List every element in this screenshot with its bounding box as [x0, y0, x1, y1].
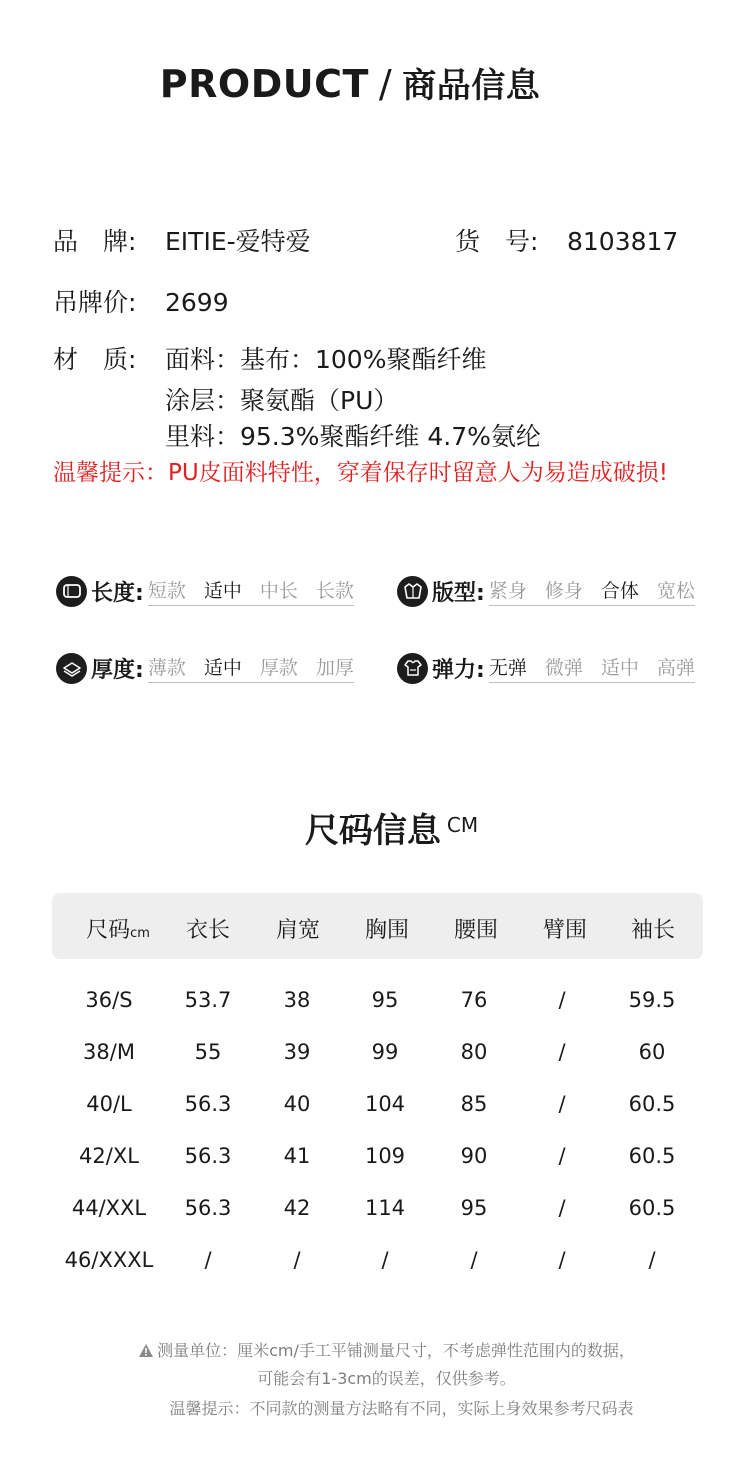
elasticity-label: 弹力: — [432, 657, 485, 683]
size-table-header — [52, 893, 703, 959]
measure-cell: 60 — [638, 1040, 666, 1064]
measure-cell: 41 — [283, 1144, 311, 1168]
thickness-option-selected: 适中 — [203, 657, 242, 679]
sku-label: 货 号: — [455, 227, 539, 256]
measure-cell: 59.5 — [628, 988, 676, 1012]
sku-value: 8103817 — [567, 227, 679, 256]
table-row — [0, 1092, 750, 1122]
length-option: 长款 — [315, 580, 354, 602]
attr-thickness — [56, 651, 354, 685]
thickness-option: 薄款 — [147, 657, 186, 679]
elasticity-option: 微弹 — [544, 657, 583, 679]
measure-cell: / — [381, 1248, 389, 1272]
elasticity-option: 适中 — [600, 657, 639, 679]
material-line-3: 里料：95.3%聚酯纤维 4.7%氨纶 — [165, 422, 541, 451]
measure-cell: / — [558, 1040, 566, 1064]
brand-value: EITIE-爱特爱 — [165, 227, 311, 256]
measure-cell: 56.3 — [184, 1092, 232, 1116]
measure-cell: 114 — [364, 1196, 406, 1220]
thickness-label: 厚度: — [91, 657, 144, 683]
size-cell: 36/S — [85, 988, 133, 1012]
sku-row — [455, 224, 678, 260]
measure-cell: / — [204, 1248, 212, 1272]
measure-cell: 80 — [460, 1040, 488, 1064]
length-label: 长度: — [91, 580, 144, 606]
size-cell: 40/L — [86, 1092, 132, 1116]
measure-cell: 40 — [283, 1092, 311, 1116]
measure-cell: / — [558, 988, 566, 1012]
fit-icon — [397, 576, 428, 607]
measure-cell: 90 — [460, 1144, 488, 1168]
elasticity-option-selected: 无弹 — [488, 657, 527, 679]
fit-option: 宽松 — [656, 580, 695, 602]
measure-cell: / — [558, 1196, 566, 1220]
size-cell: 42/XL — [79, 1144, 139, 1168]
elasticity-options — [489, 653, 695, 683]
header-cell: 胸围 — [364, 918, 409, 943]
price-row — [53, 285, 229, 321]
measure-cell: 42 — [283, 1196, 311, 1220]
measure-cell: / — [558, 1248, 566, 1272]
attr-fit — [397, 574, 695, 608]
attr-elasticity — [397, 651, 695, 685]
measure-cell: / — [470, 1248, 478, 1272]
measure-note-1 — [0, 1338, 750, 1362]
material-row — [53, 342, 486, 378]
title-en: PRODUCT — [159, 62, 369, 106]
size-cell: 46/XXXL — [64, 1248, 154, 1272]
table-row — [0, 1196, 750, 1226]
fit-label: 版型: — [432, 580, 485, 606]
brand-row — [53, 224, 311, 260]
measure-cell: 55 — [194, 1040, 222, 1064]
header-cell: 衣长 — [185, 918, 230, 943]
title-slash: / — [378, 62, 393, 106]
length-icon — [56, 576, 87, 607]
measure-cell: 60.5 — [628, 1092, 676, 1116]
size-cell: 44/XXL — [71, 1196, 147, 1220]
table-row — [0, 1040, 750, 1070]
attr-length — [56, 574, 354, 608]
header-cell: 臂围 — [542, 918, 587, 943]
care-warning: 温馨提示：PU皮面料特性，穿着保存时留意人为易造成破损! — [53, 460, 668, 486]
measure-cell: 76 — [460, 988, 488, 1012]
price-label: 吊牌价: — [53, 288, 137, 317]
brand-label: 品 牌: — [53, 227, 137, 256]
thickness-option: 加厚 — [315, 657, 354, 679]
fit-options — [489, 576, 695, 606]
note-line-3: 温馨提示：不同款的测量方法略有不同，实际上身效果参考尺码表 — [169, 1399, 634, 1418]
measure-cell: 53.7 — [184, 988, 232, 1012]
size-title-text: 尺码信息 — [304, 811, 441, 851]
measure-cell: / — [558, 1092, 566, 1116]
length-option: 短款 — [147, 580, 186, 602]
thickness-option: 厚款 — [259, 657, 298, 679]
length-options — [148, 576, 354, 606]
note-line-2: 可能会有1-3cm的误差，仅供参考。 — [257, 1369, 516, 1388]
measure-cell: 99 — [371, 1040, 399, 1064]
material-line-1: 面料：基布：100%聚酯纤维 — [165, 345, 487, 374]
header-cell: 肩宽 — [275, 918, 320, 943]
table-row — [0, 1248, 750, 1278]
header-cell: 腰围 — [453, 918, 498, 943]
elasticity-icon — [397, 653, 428, 684]
header-unit: cm — [130, 926, 150, 941]
price-value: 2699 — [165, 288, 229, 317]
length-option-selected: 适中 — [203, 580, 242, 602]
header-cell-size: 尺码cm — [86, 918, 150, 943]
measure-cell: 38 — [283, 988, 311, 1012]
measure-cell: 60.5 — [628, 1196, 676, 1220]
measure-cell: 109 — [364, 1144, 406, 1168]
header-cell: 袖长 — [630, 918, 675, 943]
measure-cell: 56.3 — [184, 1144, 232, 1168]
size-cell: 38/M — [83, 1040, 135, 1064]
size-section-title — [0, 803, 750, 852]
fit-option: 修身 — [544, 580, 583, 602]
measure-cell: 39 — [283, 1040, 311, 1064]
measure-cell: / — [648, 1248, 656, 1272]
size-title-unit: CM — [446, 813, 479, 837]
elasticity-option: 高弹 — [656, 657, 695, 679]
material-line-2: 涂层：聚氨酯（PU） — [165, 386, 399, 415]
measure-cell: 104 — [364, 1092, 406, 1116]
measure-cell: 85 — [460, 1092, 488, 1116]
thickness-options — [148, 653, 354, 683]
length-option: 中长 — [259, 580, 298, 602]
page-title — [0, 58, 700, 107]
title-cn: 商品信息 — [402, 66, 541, 106]
measure-cell: 60.5 — [628, 1144, 676, 1168]
measure-cell: 95 — [371, 988, 399, 1012]
material-label: 材 质: — [53, 345, 137, 374]
table-row — [0, 988, 750, 1018]
note-line-1: 测量单位：厘米cm/手工平铺测量尺寸，不考虑弹性范围内的数据， — [157, 1341, 635, 1360]
fit-option-selected: 合体 — [600, 580, 639, 602]
thickness-icon — [56, 653, 87, 684]
table-row — [0, 1144, 750, 1174]
measure-cell: / — [558, 1144, 566, 1168]
warning-icon — [138, 1343, 154, 1362]
fit-option: 紧身 — [488, 580, 527, 602]
measure-cell: 56.3 — [184, 1196, 232, 1220]
measure-cell: 95 — [460, 1196, 488, 1220]
measure-cell: / — [293, 1248, 301, 1272]
